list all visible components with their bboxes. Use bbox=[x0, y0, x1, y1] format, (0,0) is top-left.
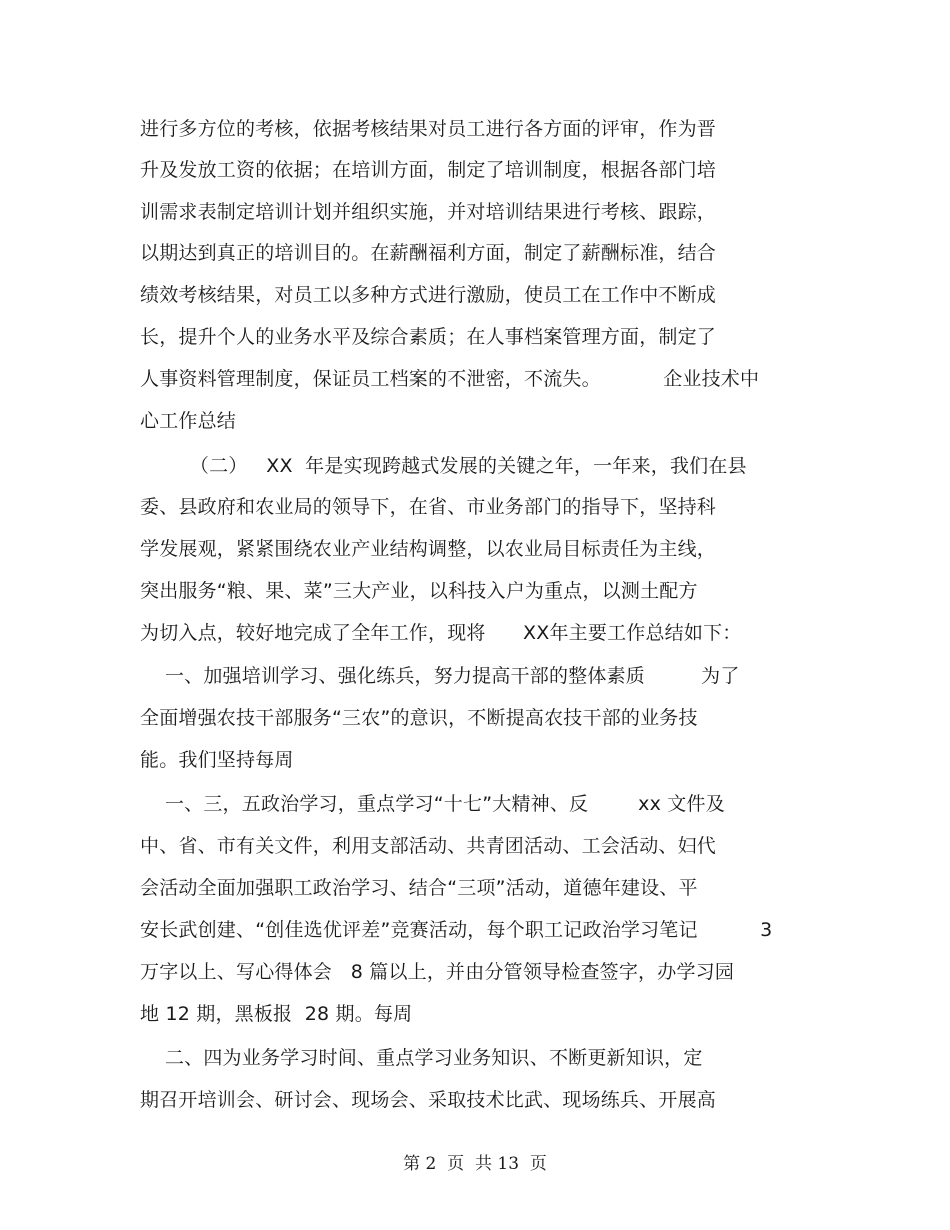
body-text-line: 万字以上、写心得体会 8 篇以上，并由分管领导检查签字，办学习园 bbox=[140, 961, 735, 983]
page-number-footer: 第 2 页 共 13 页 bbox=[403, 1154, 547, 1174]
body-text-line: 以期达到真正的培训目的。在薪酬福利方面，制定了薪酬标准，结合 bbox=[140, 242, 717, 264]
body-text-line: 升及发放工资的依据；在培训方面，制定了培训制度，根据各部门培 bbox=[140, 159, 717, 181]
body-text-line: 能。我们坚持每周 bbox=[140, 749, 294, 771]
body-text-line: 心工作总结 bbox=[140, 410, 237, 432]
body-text-line: 学发展观，紧紧围绕农业产业结构调整，以农业局目标责任为主线， bbox=[140, 538, 717, 560]
body-text-line: 会活动全面加强职工政治学习、结合“三项”活动，道德年建设、平 bbox=[140, 877, 698, 899]
body-text-line: 一、加强培训学习、强化练兵，努力提高干部的整体素质 为了 bbox=[140, 665, 740, 687]
body-text-line: 地 12 期，黑板报 28 期。每周 bbox=[140, 1003, 413, 1025]
body-text-line: 委、县政府和农业局的领导下，在省、市业务部门的指导下，坚持科 bbox=[140, 496, 717, 518]
body-text-line: 二、四为业务学习时间、重点学习业务知识、不断更新知识，定 bbox=[140, 1047, 703, 1069]
body-text-line: 人事资料管理制度，保证员工档案的不泄密，不流失。 企业技术中 bbox=[140, 368, 760, 390]
body-text-line: 进行多方位的考核，依据考核结果对员工进行各方面的评审，作为晋 bbox=[140, 118, 717, 140]
body-text-line: 绩效考核结果，对员工以多种方式进行激励，使员工在工作中不断成 bbox=[140, 284, 717, 306]
body-text-line: 中、省、市有关文件，利用支部活动、共青团活动、工会活动、妇代 bbox=[140, 835, 717, 857]
body-text-line: 全面增强农技干部服务“三农”的意识，不断提高农技干部的业务技 bbox=[140, 707, 698, 729]
body-text-line: 为切入点，较好地完成了全年工作，现将 XX年主要工作总结如下： bbox=[140, 622, 742, 644]
body-text-line: 突出服务“粮、果、菜”三大产业，以科技入户为重点，以测土配方 bbox=[140, 580, 698, 602]
body-text-line: （二） XX 年是实现跨越式发展的关键之年，一年来，我们在县 bbox=[140, 455, 747, 477]
body-text-line: 一、三，五政治学习，重点学习“十七”大精神、反 xx 文件及 bbox=[140, 793, 725, 815]
body-text-line: 安长武创建、“创佳选优评差”竞赛活动，每个职工记政治学习笔记 3 bbox=[140, 919, 773, 941]
body-text-line: 长，提升个人的业务水平及综合素质；在人事档案管理方面，制定了 bbox=[140, 326, 717, 348]
body-text-line: 期召开培训会、研讨会、现场会、采取技术比武、现场练兵、开展高 bbox=[140, 1089, 717, 1111]
body-text-line: 训需求表制定培训计划并组织实施，并对培训结果进行考核、跟踪， bbox=[140, 201, 717, 223]
